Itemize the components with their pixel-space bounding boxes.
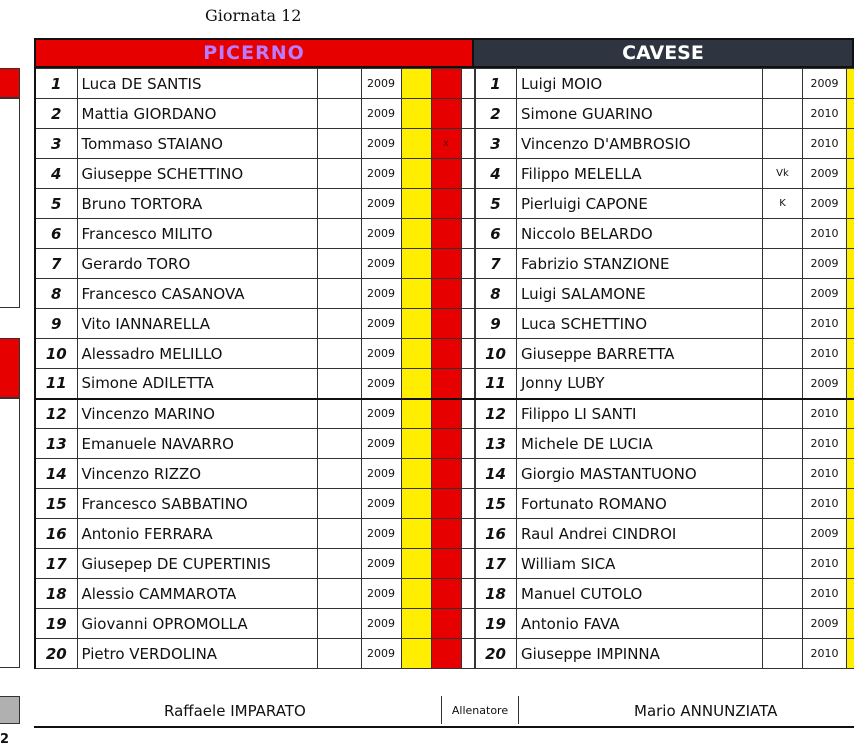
red-card-cell [431, 279, 461, 309]
player-number: 1 [475, 69, 517, 99]
table-row [475, 129, 854, 159]
player-name: Giuseppe SCHETTINO [77, 159, 317, 189]
empty-cell [461, 339, 475, 369]
red-card-cell [431, 399, 461, 429]
roster-left [34, 68, 476, 669]
player-role-note [763, 399, 803, 429]
table-row [35, 399, 475, 429]
player-name: Emanuele NAVARRO [77, 429, 317, 459]
red-card-cell [431, 459, 461, 489]
red-card-cell [431, 549, 461, 579]
player-number: 3 [475, 129, 517, 159]
empty-cell [317, 339, 361, 369]
empty-cell [317, 429, 361, 459]
table-row [475, 159, 854, 189]
player-name: Luigi MOIO [517, 69, 763, 99]
player-number: 12 [475, 399, 517, 429]
player-role-note [763, 429, 803, 459]
yellow-card-cell [401, 369, 431, 399]
yellow-card-cell [401, 129, 431, 159]
player-number: 11 [475, 369, 517, 399]
player-name: Manuel CUTOLO [517, 579, 763, 609]
yellow-card-cell [847, 99, 854, 129]
player-role-note: Vk [763, 159, 803, 189]
player-name: William SICA [517, 549, 763, 579]
yellow-card-cell [847, 369, 854, 399]
empty-cell [461, 399, 475, 429]
empty-cell [317, 159, 361, 189]
clipped-left-table-rows-lower [0, 398, 20, 668]
red-card-cell [431, 189, 461, 219]
player-number: 10 [475, 339, 517, 369]
empty-cell [461, 429, 475, 459]
empty-cell [461, 519, 475, 549]
player-role-note [763, 69, 803, 99]
table-row [35, 429, 475, 459]
player-name: Giorgio MASTANTUONO [517, 459, 763, 489]
coach-row [34, 696, 854, 726]
player-number: 5 [475, 189, 517, 219]
fragment-number: 2 [0, 732, 10, 747]
empty-cell [317, 279, 361, 309]
player-year: 2009 [361, 339, 401, 369]
table-row [475, 399, 854, 429]
table-row [475, 189, 854, 219]
empty-cell [461, 69, 475, 99]
empty-cell [317, 129, 361, 159]
player-number: 12 [35, 399, 77, 429]
table-row [35, 189, 475, 219]
red-card-cell [431, 159, 461, 189]
empty-cell [461, 129, 475, 159]
red-card-cell [431, 339, 461, 369]
player-year: 2009 [803, 609, 847, 639]
red-card-cell [431, 429, 461, 459]
red-card-cell [431, 369, 461, 399]
player-year: 2009 [361, 549, 401, 579]
player-name: Antonio FERRARA [77, 519, 317, 549]
table-row [35, 609, 475, 639]
table-row [475, 69, 854, 99]
table-row [35, 519, 475, 549]
player-role-note [763, 99, 803, 129]
team-name-left: PICERNO [34, 38, 474, 68]
player-year: 2010 [803, 549, 847, 579]
player-name: Gerardo TORO [77, 249, 317, 279]
player-year: 2010 [803, 219, 847, 249]
player-number: 19 [35, 609, 77, 639]
player-name: Niccolo BELARDO [517, 219, 763, 249]
player-name: Luigi SALAMONE [517, 279, 763, 309]
yellow-card-cell [847, 219, 854, 249]
yellow-card-cell [847, 159, 854, 189]
player-name: Vito IANNARELLA [77, 309, 317, 339]
player-year: 2009 [361, 129, 401, 159]
player-number: 9 [475, 309, 517, 339]
clipped-left-table-red-block [0, 338, 20, 398]
player-name: Pierluigi CAPONE [517, 189, 763, 219]
player-year: 2009 [361, 69, 401, 99]
yellow-card-cell [401, 489, 431, 519]
yellow-card-cell [401, 339, 431, 369]
coach-right: Mario ANNUNZIATA [634, 702, 778, 720]
player-name: Simone GUARINO [517, 99, 763, 129]
yellow-card-cell [401, 519, 431, 549]
player-name: Antonio FAVA [517, 609, 763, 639]
yellow-card-cell [847, 279, 854, 309]
red-card-cell [431, 219, 461, 249]
player-name: Giuseppe BARRETTA [517, 339, 763, 369]
player-name: Tommaso STAIANO [77, 129, 317, 159]
empty-cell [461, 459, 475, 489]
empty-cell [317, 69, 361, 99]
player-name: Pietro VERDOLINA [77, 639, 317, 669]
empty-cell [461, 609, 475, 639]
yellow-card-cell [401, 219, 431, 249]
yellow-card-cell [847, 519, 854, 549]
player-role-note [763, 459, 803, 489]
player-year: 2009 [361, 159, 401, 189]
table-row [475, 339, 854, 369]
player-year: 2009 [361, 219, 401, 249]
player-year: 2010 [803, 459, 847, 489]
player-year: 2009 [803, 69, 847, 99]
player-number: 2 [35, 99, 77, 129]
coach-left: Raffaele IMPARATO [164, 702, 306, 720]
player-role-note [763, 369, 803, 399]
table-row [35, 249, 475, 279]
player-name: Francesco MILITO [77, 219, 317, 249]
empty-cell [317, 519, 361, 549]
yellow-card-cell [847, 189, 854, 219]
player-number: 15 [475, 489, 517, 519]
player-name: Giusepep DE CUPERTINIS [77, 549, 317, 579]
player-year: 2010 [803, 489, 847, 519]
player-year: 2009 [361, 369, 401, 399]
table-row [35, 99, 475, 129]
player-name: Luca DE SANTIS [77, 69, 317, 99]
yellow-card-cell [401, 69, 431, 99]
player-number: 15 [35, 489, 77, 519]
yellow-card-cell [847, 489, 854, 519]
player-role-note [763, 639, 803, 669]
player-name: Vincenzo D'AMBROSIO [517, 129, 763, 159]
yellow-card-cell [401, 159, 431, 189]
yellow-card-cell [401, 609, 431, 639]
yellow-card-cell [401, 189, 431, 219]
empty-cell [317, 249, 361, 279]
player-name: Filippo MELELLA [517, 159, 763, 189]
player-number: 16 [475, 519, 517, 549]
table-row [475, 579, 854, 609]
giornata-title: Giornata 12 [205, 6, 302, 25]
player-name: Mattia GIORDANO [77, 99, 317, 129]
player-year: 2010 [803, 99, 847, 129]
table-row [35, 639, 475, 669]
table-row [35, 69, 475, 99]
empty-cell [317, 639, 361, 669]
table-row [475, 519, 854, 549]
player-role-note [763, 519, 803, 549]
red-card-cell [431, 309, 461, 339]
player-year: 2010 [803, 399, 847, 429]
empty-cell [317, 309, 361, 339]
empty-cell [317, 219, 361, 249]
player-name: Alessio CAMMAROTA [77, 579, 317, 609]
player-number: 7 [35, 249, 77, 279]
table-row [475, 369, 854, 399]
clipped-left-table-red-cell [0, 68, 20, 98]
bottom-rule [34, 726, 854, 728]
player-number: 18 [35, 579, 77, 609]
empty-cell [461, 99, 475, 129]
yellow-card-cell [847, 429, 854, 459]
player-name: Alessadro MELILLO [77, 339, 317, 369]
empty-cell [461, 489, 475, 519]
player-year: 2009 [361, 429, 401, 459]
yellow-card-cell [401, 639, 431, 669]
empty-cell [461, 369, 475, 399]
player-number: 2 [475, 99, 517, 129]
empty-cell [317, 459, 361, 489]
player-role-note: K [763, 189, 803, 219]
player-year: 2010 [803, 309, 847, 339]
coach-label: Allenatore [441, 696, 519, 724]
player-year: 2009 [361, 519, 401, 549]
table-row [475, 249, 854, 279]
player-role-note [763, 339, 803, 369]
player-role-note [763, 309, 803, 339]
empty-cell [317, 99, 361, 129]
team-name-right: CAVESE [474, 38, 854, 68]
table-row [475, 459, 854, 489]
table-row [35, 549, 475, 579]
player-year: 2009 [803, 159, 847, 189]
player-role-note [763, 549, 803, 579]
player-year: 2009 [361, 639, 401, 669]
player-name: Vincenzo MARINO [77, 399, 317, 429]
player-year: 2009 [361, 579, 401, 609]
table-row [475, 489, 854, 519]
table-row [35, 279, 475, 309]
player-number: 3 [35, 129, 77, 159]
empty-cell [461, 189, 475, 219]
player-number: 13 [35, 429, 77, 459]
player-number: 20 [475, 639, 517, 669]
player-number: 20 [35, 639, 77, 669]
red-card-cell [431, 609, 461, 639]
player-number: 10 [35, 339, 77, 369]
red-card-cell [431, 579, 461, 609]
empty-cell [461, 309, 475, 339]
player-name: Giovanni OPROMOLLA [77, 609, 317, 639]
player-year: 2009 [361, 609, 401, 639]
player-role-note [763, 579, 803, 609]
yellow-card-cell [401, 579, 431, 609]
player-year: 2009 [803, 519, 847, 549]
clipped-left-gray-cell [0, 696, 20, 724]
player-number: 16 [35, 519, 77, 549]
player-year: 2009 [361, 309, 401, 339]
empty-cell [317, 579, 361, 609]
yellow-card-cell [847, 609, 854, 639]
player-number: 6 [35, 219, 77, 249]
table-row [475, 609, 854, 639]
yellow-card-cell [401, 429, 431, 459]
player-name: Simone ADILETTA [77, 369, 317, 399]
yellow-card-cell [847, 69, 854, 99]
table-row [35, 489, 475, 519]
player-number: 6 [475, 219, 517, 249]
player-number: 11 [35, 369, 77, 399]
player-year: 2009 [361, 279, 401, 309]
red-card-cell [431, 489, 461, 519]
empty-cell [461, 219, 475, 249]
empty-cell [317, 369, 361, 399]
player-number: 8 [35, 279, 77, 309]
yellow-card-cell [401, 249, 431, 279]
empty-cell [317, 489, 361, 519]
player-number: 19 [475, 609, 517, 639]
red-card-cell [431, 69, 461, 99]
player-year: 2010 [803, 129, 847, 159]
yellow-card-cell [847, 639, 854, 669]
player-year: 2010 [803, 579, 847, 609]
empty-cell [461, 249, 475, 279]
red-card-cell [431, 249, 461, 279]
player-number: 13 [475, 429, 517, 459]
player-name: Luca SCHETTINO [517, 309, 763, 339]
table-row [35, 369, 475, 399]
player-number: 17 [475, 549, 517, 579]
player-year: 2009 [803, 249, 847, 279]
player-name: Fortunato ROMANO [517, 489, 763, 519]
yellow-card-cell [401, 549, 431, 579]
table-row [475, 309, 854, 339]
player-role-note [763, 219, 803, 249]
player-role-note [763, 249, 803, 279]
player-number: 1 [35, 69, 77, 99]
player-year: 2009 [803, 369, 847, 399]
yellow-card-cell [401, 99, 431, 129]
player-year: 2009 [361, 489, 401, 519]
player-year: 2009 [361, 249, 401, 279]
empty-cell [461, 549, 475, 579]
player-name: Filippo LI SANTI [517, 399, 763, 429]
player-number: 8 [475, 279, 517, 309]
player-year: 2010 [803, 639, 847, 669]
player-number: 14 [475, 459, 517, 489]
roster-right [474, 68, 854, 669]
empty-cell [461, 279, 475, 309]
player-number: 7 [475, 249, 517, 279]
yellow-card-cell [401, 399, 431, 429]
player-number: 9 [35, 309, 77, 339]
player-number: 4 [475, 159, 517, 189]
player-year: 2010 [803, 339, 847, 369]
player-number: 4 [35, 159, 77, 189]
table-row [35, 219, 475, 249]
player-year: 2009 [361, 459, 401, 489]
table-row [475, 639, 854, 669]
player-year: 2010 [803, 429, 847, 459]
red-card-cell [431, 519, 461, 549]
yellow-card-cell [847, 129, 854, 159]
player-year: 2009 [803, 279, 847, 309]
table-row [35, 129, 475, 159]
table-row [35, 339, 475, 369]
player-role-note [763, 609, 803, 639]
empty-cell [317, 549, 361, 579]
table-row [475, 429, 854, 459]
player-role-note [763, 129, 803, 159]
yellow-card-cell [847, 249, 854, 279]
empty-cell [317, 399, 361, 429]
player-name: Francesco CASANOVA [77, 279, 317, 309]
yellow-card-cell [847, 579, 854, 609]
player-year: 2009 [803, 189, 847, 219]
empty-cell [461, 579, 475, 609]
table-row [475, 279, 854, 309]
yellow-card-cell [401, 459, 431, 489]
table-row [475, 99, 854, 129]
player-name: Giuseppe IMPINNA [517, 639, 763, 669]
yellow-card-cell [847, 399, 854, 429]
player-name: Michele DE LUCIA [517, 429, 763, 459]
red-card-cell: x [431, 129, 461, 159]
player-number: 18 [475, 579, 517, 609]
table-row [475, 219, 854, 249]
yellow-card-cell [847, 309, 854, 339]
player-year: 2009 [361, 399, 401, 429]
player-name: Jonny LUBY [517, 369, 763, 399]
red-card-cell [431, 639, 461, 669]
player-number: 14 [35, 459, 77, 489]
player-role-note [763, 489, 803, 519]
player-name: Raul Andrei CINDROI [517, 519, 763, 549]
table-row [35, 579, 475, 609]
red-card-cell [431, 99, 461, 129]
yellow-card-cell [401, 309, 431, 339]
player-role-note [763, 279, 803, 309]
yellow-card-cell [401, 279, 431, 309]
empty-cell [317, 189, 361, 219]
table-row [475, 549, 854, 579]
table-row [35, 159, 475, 189]
table-row [35, 309, 475, 339]
yellow-card-cell [847, 549, 854, 579]
empty-cell [461, 159, 475, 189]
player-name: Francesco SABBATINO [77, 489, 317, 519]
player-name: Bruno TORTORA [77, 189, 317, 219]
empty-cell [317, 609, 361, 639]
yellow-card-cell [847, 339, 854, 369]
player-number: 17 [35, 549, 77, 579]
yellow-card-cell [847, 459, 854, 489]
player-year: 2009 [361, 189, 401, 219]
player-number: 5 [35, 189, 77, 219]
player-year: 2009 [361, 99, 401, 129]
player-name: Vincenzo RIZZO [77, 459, 317, 489]
table-row [35, 459, 475, 489]
clipped-left-table-rows [0, 98, 20, 308]
empty-cell [461, 639, 475, 669]
player-name: Fabrizio STANZIONE [517, 249, 763, 279]
